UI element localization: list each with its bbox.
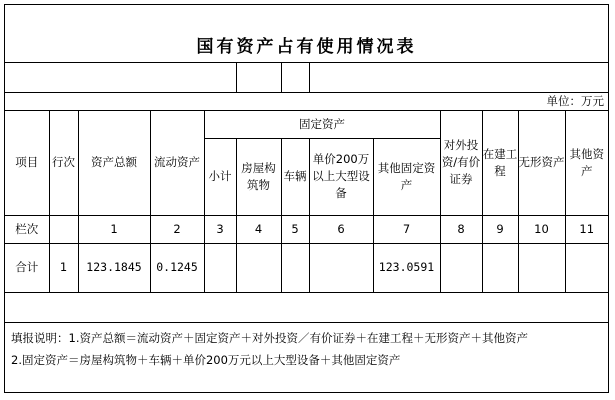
column-number-blank xyxy=(49,215,78,243)
column-number: 2 xyxy=(150,215,204,243)
blank-cell xyxy=(309,62,608,92)
column-number: 11 xyxy=(565,215,608,243)
header-row-1 xyxy=(5,110,608,138)
header-subtotal: 小计 xyxy=(204,138,236,215)
total-value xyxy=(309,243,373,292)
asset-table xyxy=(5,62,608,323)
total-value: 123.1845 xyxy=(78,243,150,292)
column-number: 3 xyxy=(204,215,236,243)
blank-row xyxy=(5,62,608,92)
column-number: 6 xyxy=(309,215,373,243)
header-buildings: 房屋构筑物 xyxy=(236,138,281,215)
column-number: 10 xyxy=(518,215,565,243)
title-row xyxy=(5,5,608,63)
report-title: 国有资产占有使用情况表 xyxy=(196,37,417,57)
total-value: 0.1245 xyxy=(150,243,204,292)
column-number: 5 xyxy=(281,215,309,243)
column-number-row xyxy=(5,215,608,243)
column-number: 4 xyxy=(236,215,281,243)
header-construction: 在建工程 xyxy=(482,110,518,215)
total-row xyxy=(5,243,608,292)
total-value xyxy=(565,243,608,292)
column-number-label: 栏次 xyxy=(5,215,49,243)
spacer-row xyxy=(5,292,608,322)
header-total-assets: 资产总额 xyxy=(78,110,150,215)
total-value xyxy=(482,243,518,292)
total-value: 123.0591 xyxy=(373,243,440,292)
blank-cell xyxy=(281,62,309,92)
header-fixed-assets: 固定资产 xyxy=(204,110,440,138)
blank-cell xyxy=(5,62,236,92)
column-number: 7 xyxy=(373,215,440,243)
filling-notes xyxy=(5,323,608,392)
total-value xyxy=(440,243,482,292)
unit-row xyxy=(5,92,608,110)
total-value xyxy=(518,243,565,292)
header-other-fixed: 其他固定资产 xyxy=(373,138,440,215)
header-row-no: 行次 xyxy=(49,110,78,215)
column-number: 9 xyxy=(482,215,518,243)
report-frame xyxy=(4,4,609,393)
header-large-equipment: 单价200万以上大型设备 xyxy=(309,138,373,215)
header-vehicles: 车辆 xyxy=(281,138,309,215)
note-line-2: 2.固定资产＝房屋构筑物＋车辆＋单价200万元以上大型设备＋其他固定资产 xyxy=(11,353,401,367)
header-intangible: 无形资产 xyxy=(518,110,565,215)
header-current-assets: 流动资产 xyxy=(150,110,204,215)
header-investments: 对外投资/有价证券 xyxy=(440,110,482,215)
total-value xyxy=(204,243,236,292)
header-item: 项目 xyxy=(5,110,49,215)
column-number: 1 xyxy=(78,215,150,243)
header-other-assets: 其他资产 xyxy=(565,110,608,215)
total-value xyxy=(236,243,281,292)
note-line-1: 填报说明：1.资产总额＝流动资产＋固定资产＋对外投资／有价证券＋在建工程＋无形资产＋其他资产 xyxy=(11,331,528,345)
unit-label: 单位：万元 xyxy=(5,92,608,110)
blank-cell xyxy=(236,62,281,92)
total-value xyxy=(281,243,309,292)
total-row-no: 1 xyxy=(49,243,78,292)
total-label: 合计 xyxy=(5,243,49,292)
spacer-cell xyxy=(5,292,608,322)
column-number: 8 xyxy=(440,215,482,243)
